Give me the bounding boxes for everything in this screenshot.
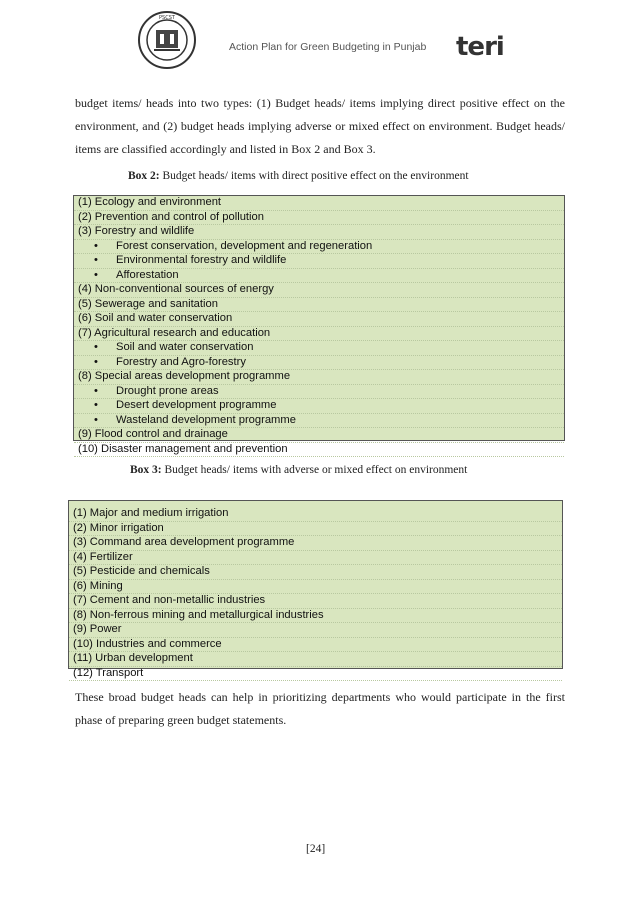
header-title: Action Plan for Green Budgeting in Punjab — [229, 41, 427, 53]
box2-list-item — [74, 283, 564, 298]
list-item-text: (10) Disaster management and prevention — [78, 442, 288, 455]
bullet-icon: • — [94, 413, 98, 426]
bullet-icon: • — [94, 355, 98, 368]
box3-list-item: (11) Urban development — [69, 652, 562, 667]
list-item-text: (5) Sewerage and sanitation — [78, 297, 218, 310]
list-item-text: Environmental forestry and wildlife — [116, 254, 287, 266]
list-item-text: (3) Forestry and wildlife — [78, 225, 195, 237]
box3-list-item: (7) Cement and non-metallic industries — [69, 594, 562, 609]
list-item-text: (1) Ecology and environment — [78, 196, 222, 208]
box2-list-item — [74, 414, 564, 429]
box2-list-item — [74, 399, 564, 414]
box3-list-item: (8) Non-ferrous mining and metallurgical industries — [69, 609, 562, 624]
pscst-seal-logo-icon — [136, 10, 198, 70]
box3-list-item: (5) Pesticide and chemicals — [69, 565, 562, 580]
box2-list-item — [74, 269, 564, 284]
bullet-icon: • — [94, 384, 98, 397]
box2-list-item — [74, 312, 564, 327]
box2-list-item — [74, 240, 564, 255]
box2-caption-text: Budget heads/ items with direct positive effect on the environment — [159, 170, 469, 182]
list-item-text: (9) Flood control and drainage — [78, 428, 228, 440]
box2-list-item — [74, 211, 564, 226]
box2-list-item — [74, 341, 564, 356]
box2-list-item — [74, 370, 564, 385]
list-item-text: Forest conservation, development and regeneration — [116, 239, 373, 252]
bullet-icon: • — [94, 341, 98, 353]
box2-list-item — [74, 327, 564, 342]
intro-paragraph: budget items/ heads into two types: (1) Budget heads/ items implying direct positive effect on the environment, and (2) budget heads implying adverse or mixed effect on environment. Budget heads/ items are classified accordingly and listed in Box 2 and Box 3. — [75, 96, 565, 156]
box2-list-item — [74, 443, 564, 458]
bullet-icon: • — [94, 268, 98, 281]
box3-list-item: (3) Command area development programme — [69, 536, 562, 551]
box3-list-item: (6) Mining — [69, 580, 562, 595]
list-item-text: Desert development programme — [116, 399, 277, 411]
bullet-icon: • — [94, 239, 98, 252]
box3-list-item: (1) Major and medium irrigation — [69, 507, 562, 522]
box2-list-item — [74, 196, 564, 211]
page-header — [0, 10, 638, 70]
box3-list-item: (12) Transport — [69, 667, 562, 682]
box3-list-item: (2) Minor irrigation — [69, 522, 562, 537]
box3-caption-label: Box 3: — [130, 464, 162, 476]
box2-list-item — [74, 385, 564, 400]
list-item-text: (7) Agricultural research and education — [78, 326, 271, 339]
teri-logo: teri — [456, 32, 504, 62]
box2-list-item — [74, 298, 564, 313]
bullet-icon: • — [94, 254, 98, 266]
box2-list — [73, 195, 565, 455]
box3-caption-text: Budget heads/ items with adverse or mixed effect on environment — [161, 464, 468, 476]
list-item-text: Wasteland development programme — [116, 413, 296, 426]
box3-list-item: (10) Industries and commerce — [69, 638, 562, 653]
closing-paragraph: These broad budget heads can help in prioritizing departments who would participate in the first phase of preparing green budget statements. — [75, 690, 565, 727]
list-item-text: (8) Special areas development programme — [78, 370, 291, 382]
list-item-text: Soil and water conservation — [116, 341, 254, 353]
box3-list — [68, 500, 563, 679]
box3-list-item: (4) Fertilizer — [69, 551, 562, 566]
box2-list-item — [74, 254, 564, 269]
list-item-text: Forestry and Agro-forestry — [116, 355, 246, 368]
box2-list-item — [74, 428, 564, 443]
box3-caption — [130, 464, 467, 476]
box2-caption — [128, 170, 469, 182]
box2-caption-label: Box 2: — [128, 170, 160, 182]
list-item-text: Afforestation — [116, 268, 179, 281]
box3-list-item: (9) Power — [69, 623, 562, 638]
box2-list-item — [74, 225, 564, 240]
bullet-icon: • — [94, 399, 98, 411]
list-item-text: (2) Prevention and control of pollution — [78, 210, 264, 223]
logo-left-text: PSCST — [159, 15, 175, 21]
list-item-text: Drought prone areas — [116, 384, 219, 397]
box2-list-item — [74, 356, 564, 371]
list-item-text: (4) Non-conventional sources of energy — [78, 283, 274, 295]
list-item-text: (6) Soil and water conservation — [78, 312, 233, 324]
page-number: [24] — [306, 843, 326, 855]
